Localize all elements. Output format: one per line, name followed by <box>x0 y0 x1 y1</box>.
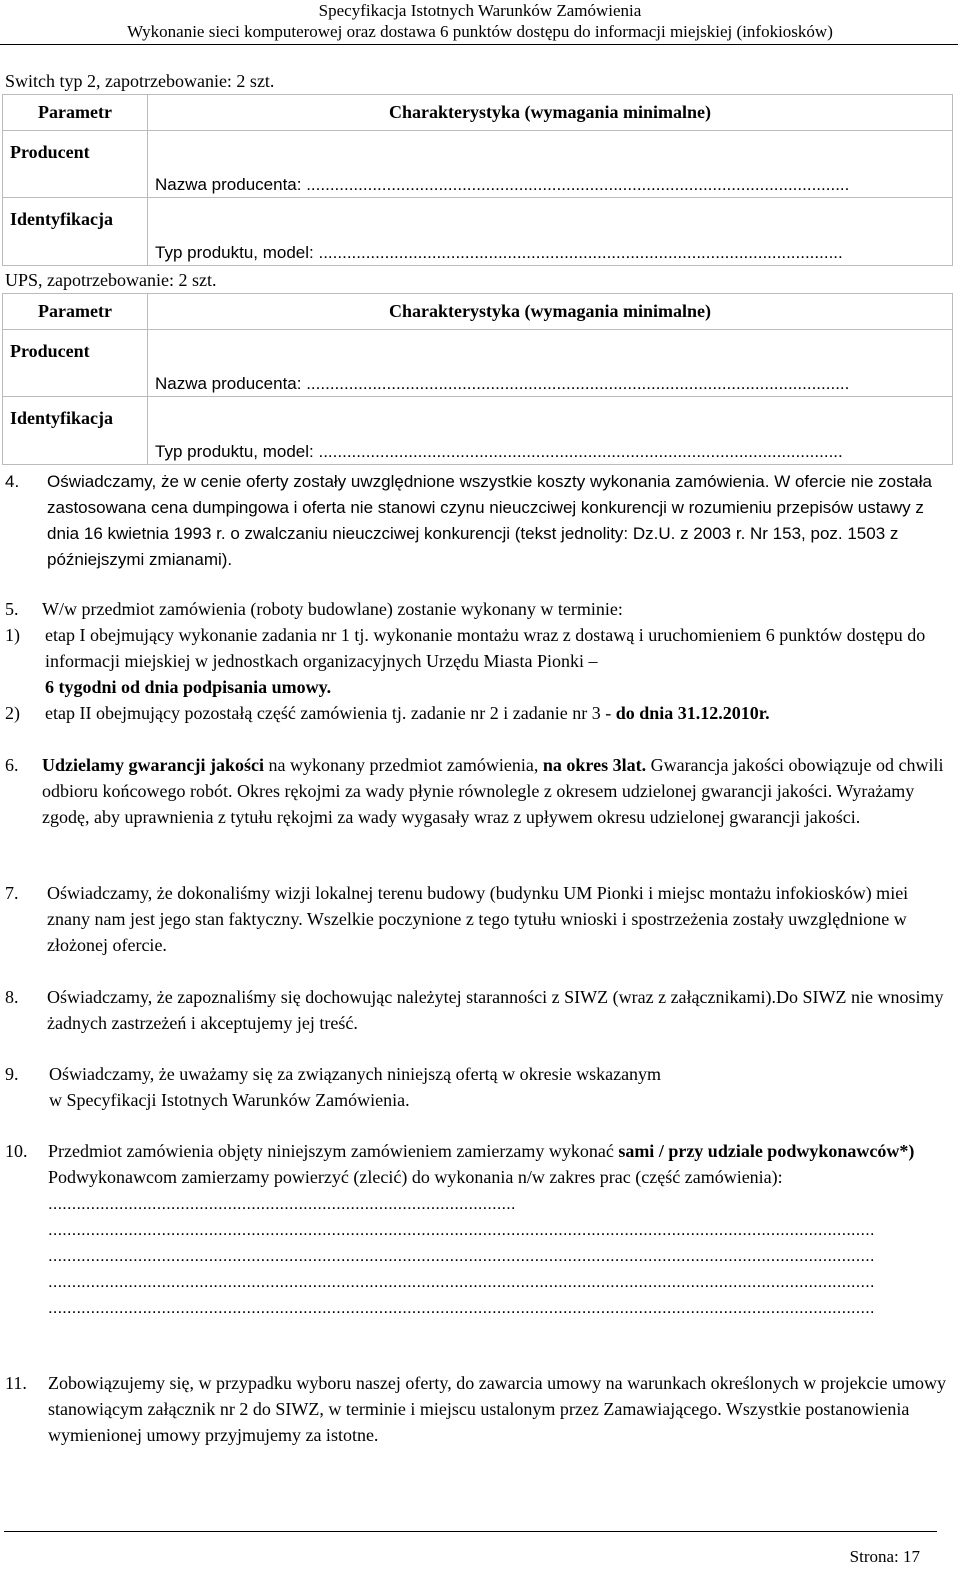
row-label-identyfikacja: Identyfikacja <box>3 397 148 465</box>
section-number: 4. <box>5 472 20 491</box>
section-number: 10. <box>5 1141 28 1161</box>
item-deadline: 6 tygodni od dnia podpisania umowy. <box>45 677 332 697</box>
section-4 <box>0 469 955 573</box>
row-label-producent: Producent <box>3 330 148 397</box>
section-text: Przedmiot zamówienia objęty niniejszym zamówieniem zamierzamy wykonać <box>48 1141 619 1161</box>
section-5-item-2 <box>5 700 955 726</box>
section-text: Oświadczamy, że zapoznaliśmy się dochowując należytej staranności z SIWZ (wraz z załącznikami).Do SIWZ nie wnosimy żadnych zastrzeżeń i akceptujemy jej treść. <box>47 987 944 1033</box>
section-text-2: Gwarancja jakości obowiązuje od chwili odbioru końcowego robót. Okres rękojmi za wady płynie równolegle z okresem udzielonej gwarancji jakości. Wyrażamy zgodę, aby uprawnienia z tytułu rękojmi za wady wygasały wraz z upływem okresu udzielonej gwarancji jakości. <box>42 755 944 827</box>
section-7 <box>0 880 955 958</box>
field-producer-name: Nazwa producenta: ................................................................................................................... <box>148 131 953 198</box>
column-header-param: Parametr <box>3 294 148 330</box>
section-5 <box>0 596 955 622</box>
page-header <box>0 0 960 42</box>
section-number: 5. <box>5 599 19 619</box>
section-text: W/w przedmiot zamówienia (roboty budowlane) zostanie wykonany w terminie: <box>42 599 623 619</box>
row-label-producent: Producent <box>3 131 148 198</box>
item-text: etap II obejmujący pozostałą część zamówienia tj. zadanie nr 2 i zadanie nr 3 - <box>45 703 612 723</box>
field-product-model: Typ produktu, model: ............................................................................................................... <box>148 397 953 465</box>
section-5-item-1 <box>5 622 955 700</box>
subcontract-scope-line: ............................................................................................................................................................................... <box>48 1298 875 1317</box>
spec-table-ups <box>2 293 953 465</box>
section-number: 8. <box>5 987 19 1007</box>
footer-divider <box>4 1531 937 1532</box>
section-text-line-2: w Specyfikacji Istotnych Warunków Zamówienia. <box>49 1090 410 1110</box>
spec-table-switch <box>2 94 953 266</box>
subcontractor-option: sami / przy udziale podwykonawców*) <box>618 1141 915 1161</box>
section-number: 9. <box>5 1064 19 1084</box>
page-number: Strona: 17 <box>849 1547 920 1566</box>
table-caption-switch: Switch typ 2, zapotrzebowanie: 2 szt. <box>5 71 275 91</box>
section-11 <box>0 1370 955 1448</box>
section-text: na wykonany przedmiot zamówienia, <box>263 755 543 775</box>
section-text: Oświadczamy, że w cenie oferty zostały uwzględnione wszystkie koszty wykonania zamówienia. W ofercie nie została zastosowana cena dumpingowa i oferta nie stanowi czynu nieuczciwej konkurencji w rozumieniu przepisów ustawy z dnia 16 kwietnia 1993 r. o zwalczaniu nieuczciwej konkurencji (tekst jednolity: Dz.U. z 2003 r. Nr 153, poz. 1503 z późniejszymi zmianami). <box>47 472 932 569</box>
section-9 <box>0 1061 955 1113</box>
item-deadline: do dnia 31.12.2010r. <box>615 703 770 723</box>
header-divider <box>0 44 958 45</box>
section-10 <box>0 1138 955 1321</box>
section-6 <box>0 752 955 830</box>
column-header-char: Charakterystyka (wymagania minimalne) <box>148 294 953 330</box>
subcontract-scope-line: ............................................................................................................................................................................... <box>48 1246 875 1265</box>
column-header-param: Parametr <box>3 95 148 131</box>
item-text: etap I obejmujący wykonanie zadania nr 1 tj. wykonanie montażu wraz z dostawą i uruchomieniem 6 punktów dostępu do informacji miejskiej w jednostkach organizacyjnych Urzędu Miasta Pionki – <box>45 625 926 671</box>
section-number: 6. <box>5 755 19 775</box>
field-producer-name: Nazwa producenta: ................................................................................................................... <box>148 330 953 397</box>
section-number: 11. <box>5 1373 27 1393</box>
subcontract-scope-field: ................................................................................................... <box>48 1194 516 1213</box>
warranty-period: na okres 3lat. <box>542 755 647 775</box>
subcontract-scope-line: ............................................................................................................................................................................... <box>48 1220 875 1239</box>
subcontract-scope-label: Podwykonawcom zamierzamy powierzyć (zlecić) do wykonania n/w zakres prac (część zamówienia): <box>48 1167 783 1187</box>
section-number: 7. <box>5 883 19 903</box>
item-number: 2) <box>5 703 20 723</box>
section-8 <box>0 984 955 1036</box>
column-header-char: Charakterystyka (wymagania minimalne) <box>148 95 953 131</box>
section-text-line-1: Oświadczamy, że uważamy się za związanych niniejszą ofertą w okresie wskazanym <box>49 1064 662 1084</box>
header-subtitle: Wykonanie sieci komputerowej oraz dostawa 6 punktów dostępu do informacji miejskiej (infokiosków) <box>127 22 833 41</box>
header-title: Specyfikacja Istotnych Warunków Zamówienia <box>318 1 642 20</box>
subcontract-scope-line: ............................................................................................................................................................................... <box>48 1272 875 1291</box>
table-caption-ups: UPS, zapotrzebowanie: 2 szt. <box>5 270 217 290</box>
field-product-model: Typ produktu, model: ............................................................................................................... <box>148 198 953 266</box>
warranty-heading: Udzielamy gwarancji jakości <box>42 755 264 775</box>
item-number: 1) <box>5 625 20 645</box>
row-label-identyfikacja: Identyfikacja <box>3 198 148 266</box>
section-text: Oświadczamy, że dokonaliśmy wizji lokalnej terenu budowy (budynku UM Pionki i miejsc montażu infokiosków) miei znany nam jest jego stan faktyczny. Wszelkie poczynione z tego tytułu wnioski i spostrzeżenia zostały uwzględnione w złożonej ofercie. <box>47 883 909 955</box>
section-text: Zobowiązujemy się, w przypadku wyboru naszej oferty, do zawarcia umowy na warunkach określonych w projekcie umowy stanowiącym załącznik nr 2 do SIWZ, w terminie i miejscu ustalonym przez Zamawiającego. Wszystkie postanowienia wymienionej umowy przyjmujemy za istotne. <box>48 1373 947 1445</box>
